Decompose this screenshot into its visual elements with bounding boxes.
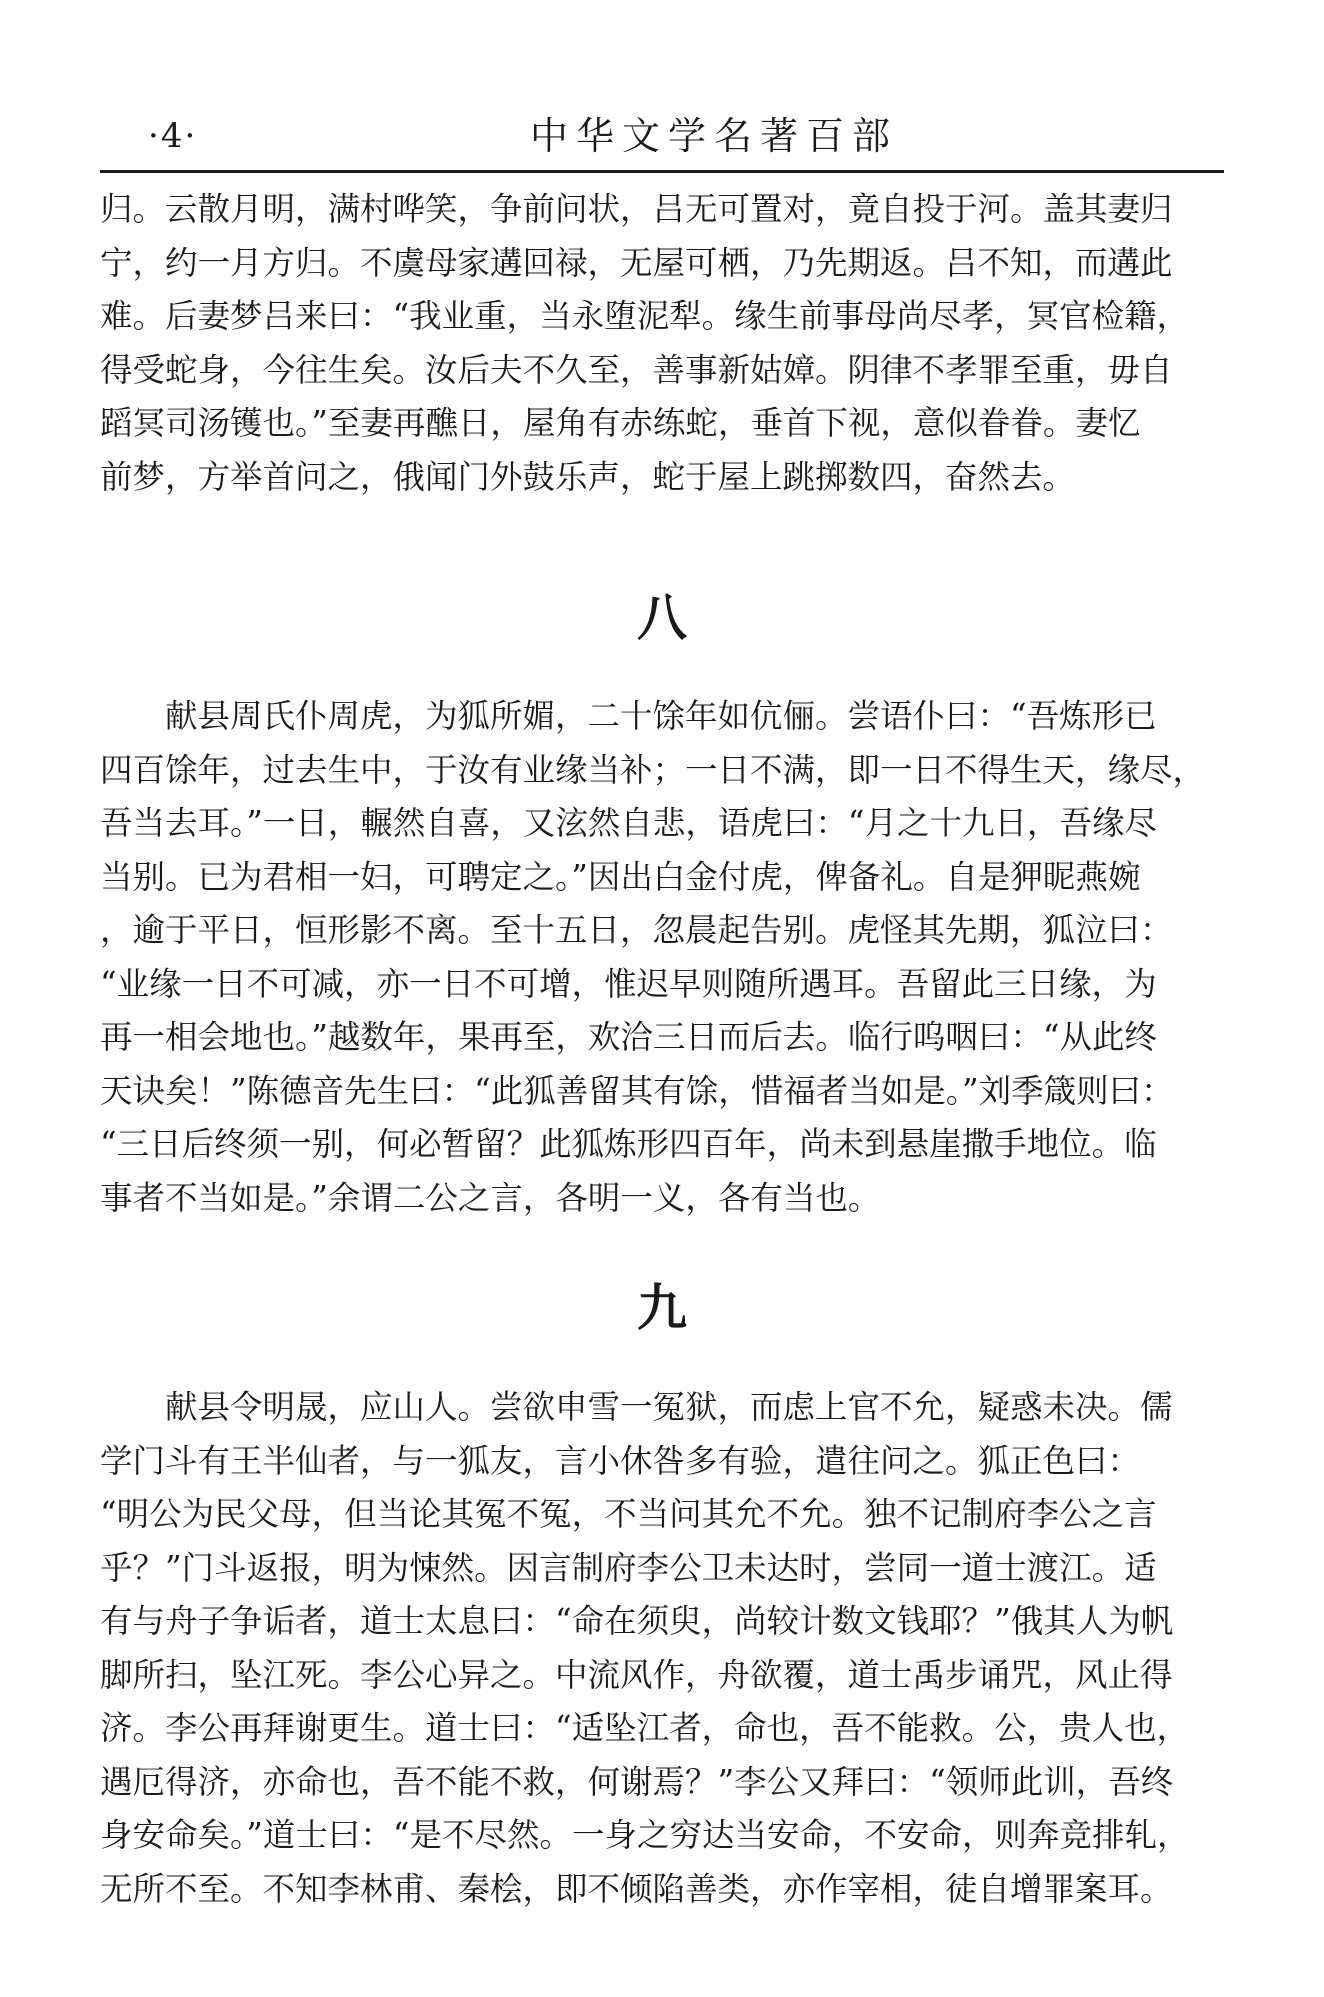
text-line: 献县令明晟，应山人。尝欲申雪一冤狱，而虑上官不允，疑惑未决。儒 — [100, 1388, 1173, 1426]
book-title: 中华文学名著百部 — [530, 114, 899, 158]
text-line: 学门斗有王半仙者，与一狐友，言小休咎多有验，遣往问之。狐正色曰： — [100, 1441, 1141, 1480]
section-continued-text — [100, 183, 1224, 504]
text-line: 吾当去耳。”一日，輾然自喜，又泫然自悲，语虎曰：“月之十九日，吾缘尽 — [100, 804, 1157, 842]
section-9-text — [100, 1381, 1224, 1916]
text-line: 归。云散月明，满村哗笑，争前问状，吕无可置对，竟自投于河。盖其妻归 — [100, 190, 1173, 228]
section-heading-9: 九 — [637, 1278, 687, 1337]
text-line: 脚所扫，坠江死。李公心异之。中流风作，舟欲覆，道士禹步诵咒，风止得 — [100, 1655, 1173, 1694]
page-number: ·4· — [148, 116, 198, 156]
text-line: 济。李公再拜谢更生。道士曰：“适坠江者，命也，吾不能救。公，贵人也， — [100, 1709, 1190, 1747]
text-line: 天诀矣！”陈德音先生曰：“此狐善留其有馀，惜福者当如是。”刘季箴则曰： — [100, 1071, 1174, 1110]
text-line: ，逾于平日，恒形影不离。至十五日，忽晨起告别。虎怪其先期，狐泣曰： — [100, 911, 1173, 949]
text-line: 宁，约一月方归。不虞母家遘回禄，无屋可栖，乃先期返。吕不知，而遘此 — [100, 243, 1173, 282]
text-line: “业缘一日不可减，亦一日不可增，惟迟早则随所遇耳。吾留此三日缘，为 — [100, 964, 1157, 1003]
text-line: 再一相会地也。”越数年，果再至，欢洽三日而后去。临行呜咽曰：“从此终 — [100, 1018, 1157, 1056]
text-line: 难。后妻梦吕来曰：“我业重，当永堕泥犁。缘生前事母尚尽孝，冥官检籍， — [100, 297, 1190, 335]
text-line: 蹈冥司汤镬也。”至妻再醮日，屋角有赤练蛇，垂首下视，意似眷眷。妻忆 — [100, 404, 1141, 442]
text-line: 前梦，方举首问之，俄闻门外鼓乐声，蛇于屋上跳掷数四，奋然去。 — [100, 457, 1076, 496]
text-line: 事者不当如是。”余谓二公之言，各明一义，各有当也。 — [100, 1178, 881, 1217]
text-line: 有与舟子争诟者，道士太息曰：“命在须臾，尚较计数文钱耶？”俄其人为帆 — [100, 1602, 1174, 1640]
text-line: 乎？”门斗返报，明为悚然。因言制府李公卫未达时，尝同一道士渡江。适 — [100, 1548, 1157, 1587]
text-line: 得受蛇身，今往生矣。汝后夫不久至，善事新姑嫜。阴律不孝罪至重，毋自 — [100, 350, 1173, 389]
text-line: 四百馀年，过去生中，于汝有业缘当补；一日不满，即一日不得生天，缘尽， — [100, 750, 1206, 789]
header-rule — [100, 170, 1224, 173]
text-line: 无所不至。不知李林甫、秦桧，即不倾陷善类，亦作宰相，徒自增罪案耳。 — [100, 1869, 1173, 1908]
section-8-text — [100, 690, 1224, 1225]
text-line: 献县周氏仆周虎，为狐所媚，二十馀年如伉俪。尝语仆曰：“吾炼形已 — [100, 697, 1157, 735]
text-line: 身安命矣。”道士曰：“是不尽然。一身之穷达当安命，不安命，则奔竞排轧， — [100, 1816, 1190, 1854]
text-line: 当别。已为君相一妇，可聘定之。”因出白金付虎，俾备礼。自是狎昵燕婉 — [100, 857, 1141, 896]
section-heading-8: 八 — [637, 588, 687, 647]
text-line: “明公为民父母，但当论其冤不冤，不当问其允不允。独不记制府李公之言 — [100, 1495, 1157, 1533]
page-header — [100, 108, 1224, 168]
text-line: 遇厄得济，亦命也，吾不能不救，何谢焉？”李公又拜曰：“领师此训，吾终 — [100, 1762, 1174, 1801]
text-line: “三日后终须一别，何必暂留？此狐炼形四百年，尚未到悬崖撒手地位。临 — [100, 1125, 1157, 1163]
